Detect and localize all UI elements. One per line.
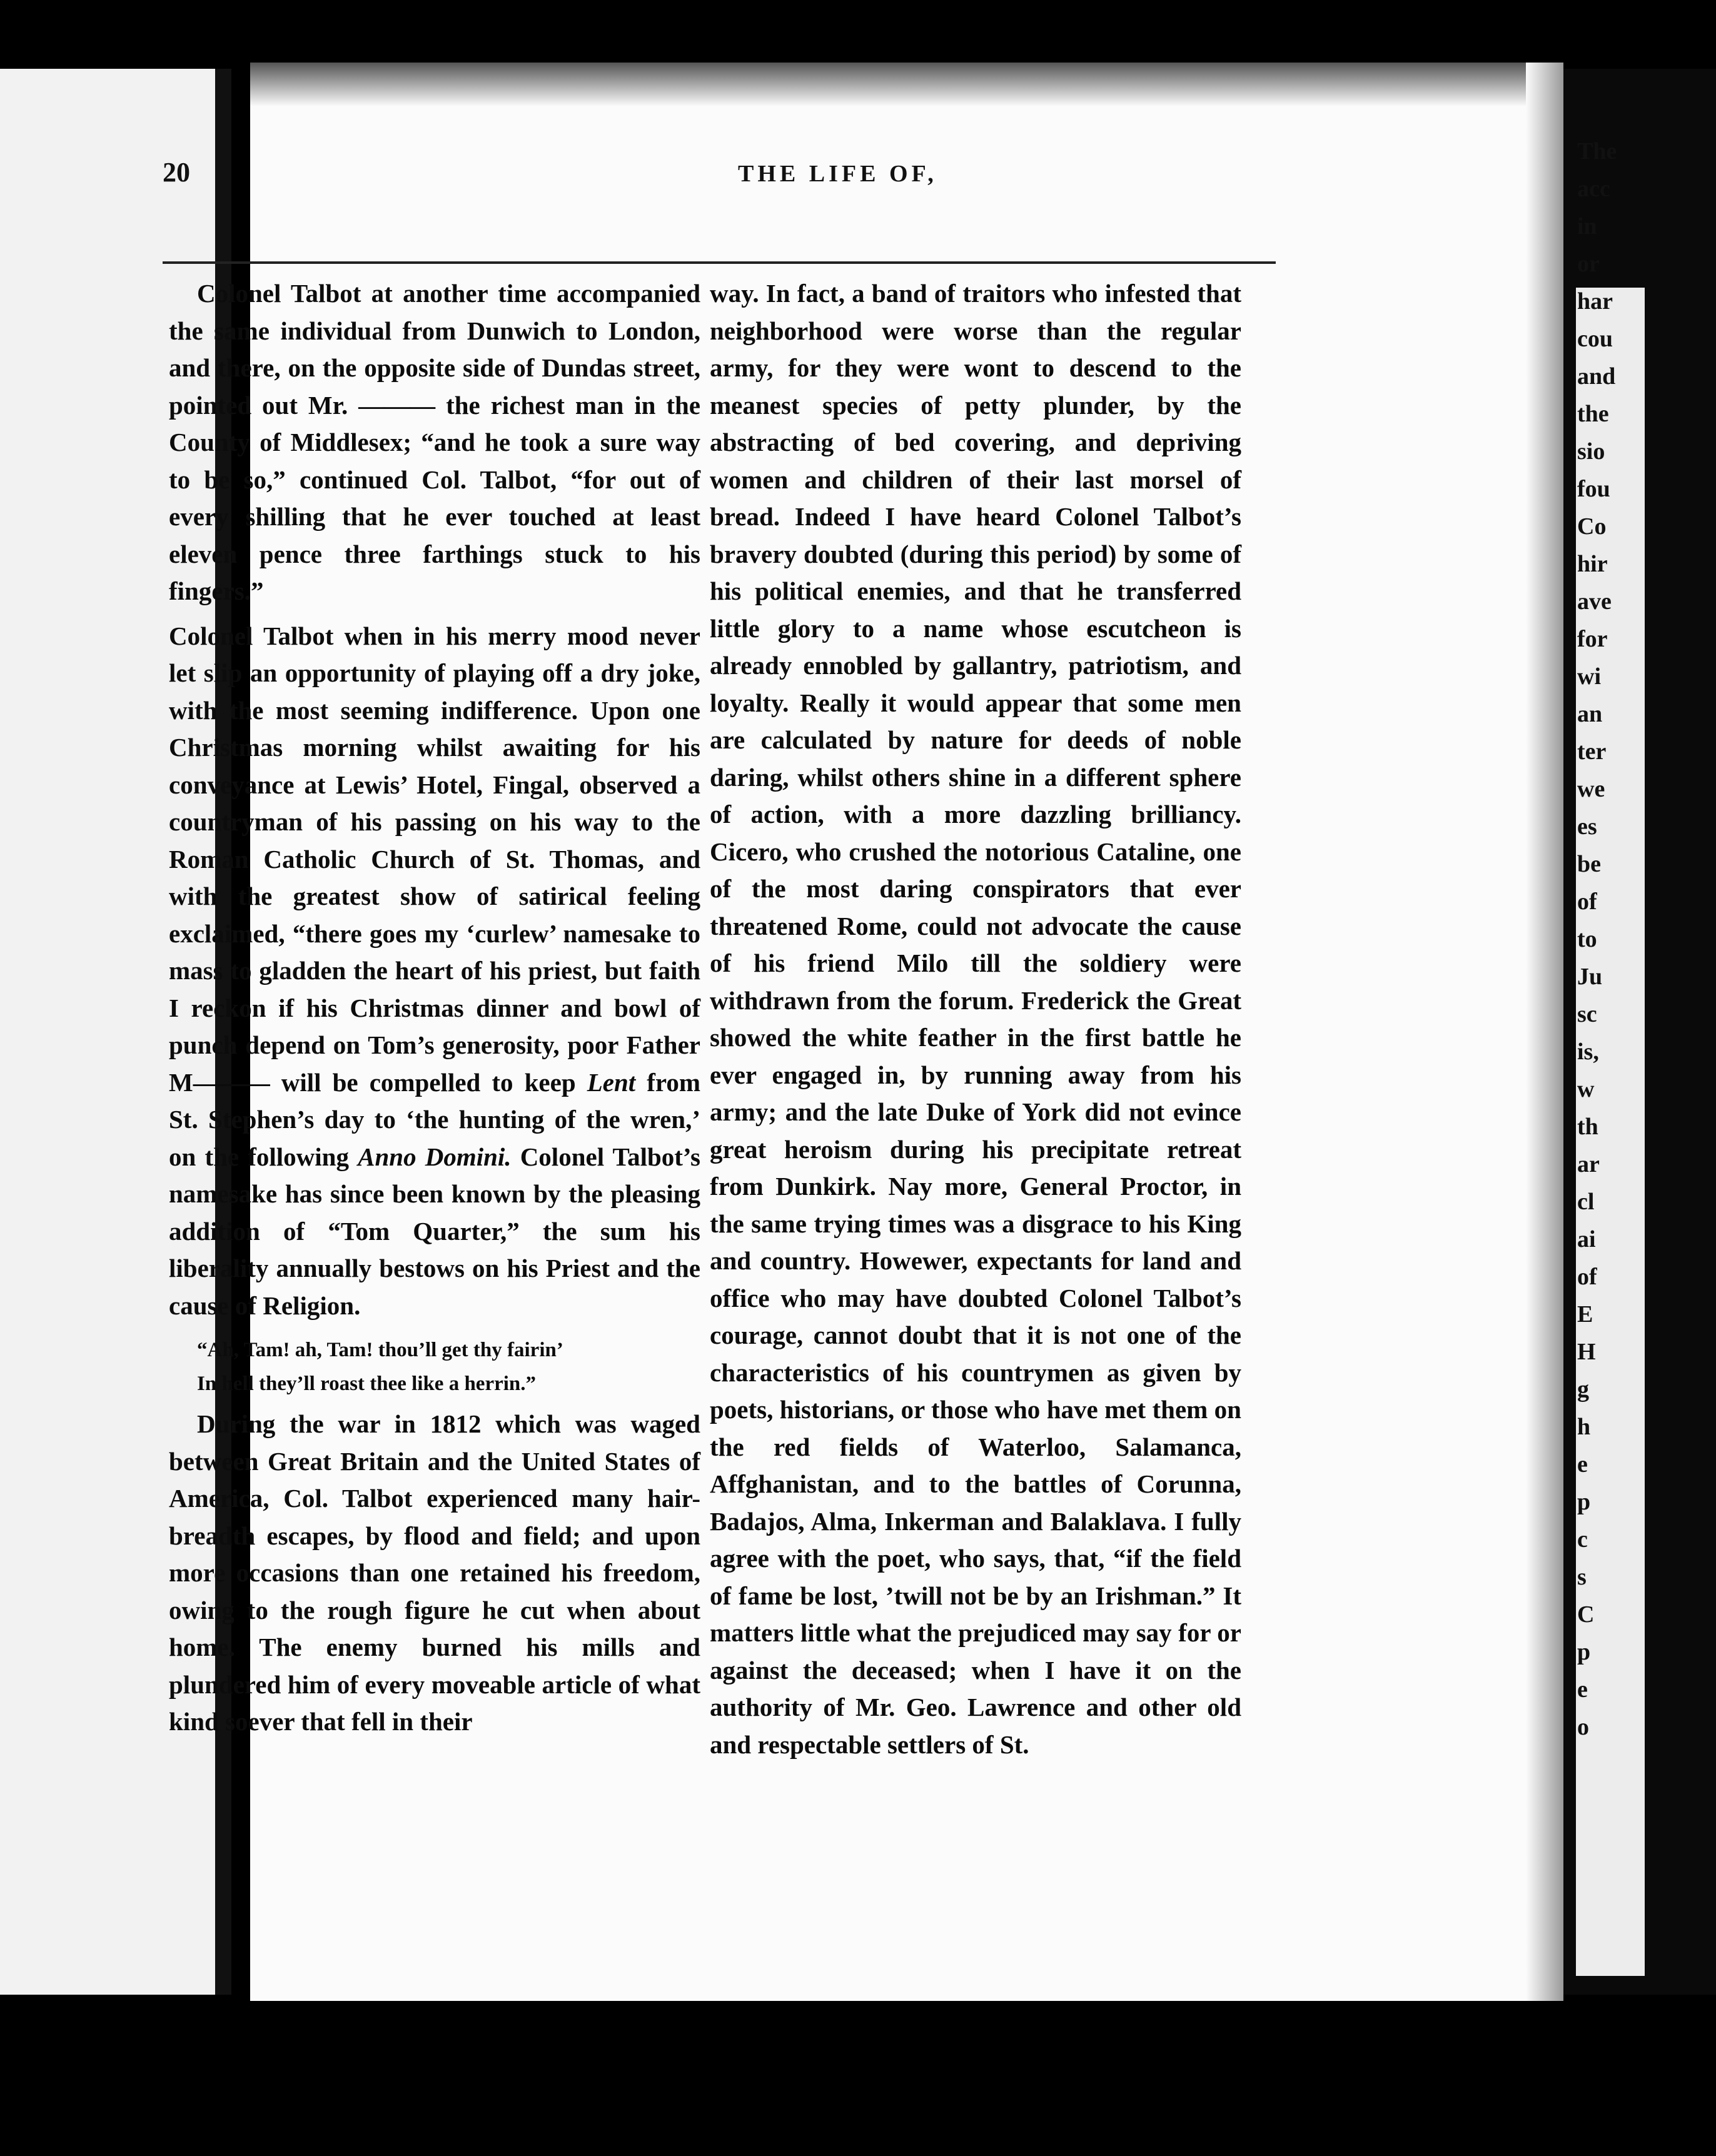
facing-page-fragment: ter <box>1577 738 1607 765</box>
emphasis-lent: Lent <box>587 1067 636 1097</box>
paragraph-2-part-b: from St. Stephen’s day to ‘the hunting of the wren,’ on the following <box>169 1067 700 1171</box>
paragraph-right: way. In fact, a band of traitors who infested that neighborhood were worse than the regular army, for they were wont to descend to the meanest species of petty plunder, by the abstracting of bed covering, and depriving women and children of their last morsel of bread. Indeed I have heard Colonel Talbot’s bravery doubted (during this period) by some of his political enemies, and that he transferred little glory to a name whose escutcheon is already ennobled by gallantry, patriotism, and loyalty. Really it would appear that some men are calculated by nature for deeds of noble daring, whilst others shine in a different sphere of action, with a more dazzling brilliancy. Cicero, who crushed the notorious Cataline, one of the most daring conspirators that ever threatened Rome, could not advocate the cause of his friend Milo till the soldiery were withdrawn from the forum. Frederick the Great showed the white feather in the first battle he ever engaged in, by running away from his army; and the late Duke of York did not evince great heroism during his precipitate retreat from Dunkirk. Nay more, General Proctor, in the same trying times was a disgrace to his King and country. Howewer, expectants for land and office who may have doubted Colonel Talbot’s courage, cannot doubt that it is not one of the characteristics of his countrymen as given by poets, historians, or those who have met them on the red fields of Waterloo, Salamanca, Affghanistan, and to the battles of Corunna, Badajos, Alma, Inkerman and Balaklava. I fully agree with the poet, who says, that, “if the field of fame be lost, ’twill not be by an Irishman.” It matters little what the prejudiced may say for or against the deceased; when I have it on the authority of Mr. Geo. Lawrence and other old and respectable settlers of St. <box>710 279 1241 1759</box>
facing-page-fragment: cou <box>1577 326 1613 352</box>
running-head: THE LIFE OF, <box>738 161 937 187</box>
facing-page-fragment: The <box>1577 138 1617 164</box>
facing-page-fragment: es <box>1577 814 1597 840</box>
left-column <box>169 275 700 1748</box>
facing-page-fragment: s <box>1577 1564 1587 1590</box>
facing-page-fragment: w <box>1577 1076 1595 1102</box>
facing-page-fragment: ai <box>1577 1226 1596 1252</box>
facing-page-fragment: wi <box>1577 663 1601 690</box>
facing-page-fragment: sc <box>1577 1001 1597 1027</box>
facing-page-fragment: sio <box>1577 438 1605 465</box>
facing-page-fragment: ave <box>1577 588 1612 615</box>
facing-page-fragment: H <box>1577 1339 1596 1365</box>
facing-page-fragment: c <box>1577 1526 1588 1553</box>
facing-page-fragment: or <box>1577 251 1600 277</box>
facing-page-fragment: har <box>1577 288 1613 315</box>
facing-page-fragment: we <box>1577 776 1605 802</box>
facing-page-fragment: is, <box>1577 1039 1599 1065</box>
paragraph-1: Colonel Talbot at another time accompanied the same individual from Dunwich to London, and there, on the opposite side of Dundas street, pointed out Mr. ——— the richest man in the County of Middlesex; “and he took a sure way to be so,” continued Col. Talbot, “for out of every shilling that he ever touched at least eleven pence three farthings stuck to his fingers.” <box>169 279 700 605</box>
facing-page-fragment: E <box>1577 1301 1593 1327</box>
facing-page-fragment: th <box>1577 1114 1598 1140</box>
facing-page-fragment: hir <box>1577 551 1608 577</box>
facing-page-fragment: cl <box>1577 1189 1595 1215</box>
facing-page-fragment: p <box>1577 1489 1591 1515</box>
emphasis-anno-domini: Anno Domini. <box>358 1142 512 1171</box>
facing-page-fragment: o <box>1577 1714 1589 1740</box>
page-number: 20 <box>163 157 190 188</box>
paragraph-2 <box>169 618 700 1325</box>
paragraph-3: During the war in 1812 which was waged between Great Britain and the United States of America, Col. Talbot experienced many hair-breadth escapes, by flood and field; and upon more occasions than one retained his freedom, owing to the rough figure he cut when about home. The enemy burned his mills and plundered him of every moveable article of what kind soever that fell in their <box>169 1409 700 1736</box>
facing-page-fragment: of <box>1577 889 1597 915</box>
facing-page-fragment: of <box>1577 1264 1597 1290</box>
facing-page-fragment: C <box>1577 1601 1595 1628</box>
scan-shadow-right <box>1526 63 1563 2001</box>
verse-quote <box>197 1333 700 1401</box>
right-column <box>710 275 1241 1763</box>
facing-page-fragment: g <box>1577 1376 1589 1403</box>
facing-page-fragment: Ju <box>1577 964 1603 990</box>
paragraph-2-part-c: Colonel Talbot’s namesake has since been known by the pleasing addition of “Tom Quarter,” the sum his liberality annually bestows on his Priest and the cause of Religion. <box>169 1142 701 1320</box>
paragraph-2-part-a: Colonel Talbot when in his merry mood never let slip an opportunity of playing off a dry joke, with the most seeming indifference. Upon one Christmas morning whilst awaiting for his conveyance at Lewis’ Hotel, Fingal, observed a countryman of his passing on his way to the Roman Catholic Church of St. Thomas, and with the greatest show of satirical feeling exclaimed, “there goes my ‘curlew’ namesake to mass to gladden the heart of his priest, but faith I reckon if his Christmas dinner and bowl of punch depend on Tom’s generosity, poor Father M——— will be compelled to keep <box>169 621 700 1097</box>
facing-right-page <box>1563 69 1716 1995</box>
verse-line-2: In hell they’ll roast thee like a herrin.” <box>197 1373 537 1395</box>
verse-line-1: “Ah, Tam! ah, Tam! thou’ll get thy fairin’ <box>197 1339 563 1361</box>
facing-page-fragment: p <box>1577 1639 1591 1665</box>
facing-page-fragment: the <box>1577 401 1609 427</box>
facing-page-fragment: h <box>1577 1414 1591 1440</box>
facing-page-fragment: to <box>1577 926 1597 952</box>
facing-page-fragment: e <box>1577 1676 1588 1703</box>
facing-page-fragment: ar <box>1577 1151 1600 1177</box>
facing-page-fragment: in <box>1577 213 1597 239</box>
facing-page-fragment: e <box>1577 1451 1588 1478</box>
scan-shadow-top <box>250 63 1563 106</box>
page-header <box>163 156 1288 225</box>
facing-page-fragment: be <box>1577 851 1601 877</box>
header-rule <box>163 261 1276 264</box>
facing-page-fragment: an <box>1577 701 1603 727</box>
facing-page-fragment: acc <box>1577 176 1610 202</box>
facing-page-fragment: Co <box>1577 513 1607 540</box>
facing-page-fragment: and <box>1577 363 1616 390</box>
facing-page-fragment: for <box>1577 626 1608 652</box>
facing-page-fragment: fou <box>1577 476 1610 502</box>
